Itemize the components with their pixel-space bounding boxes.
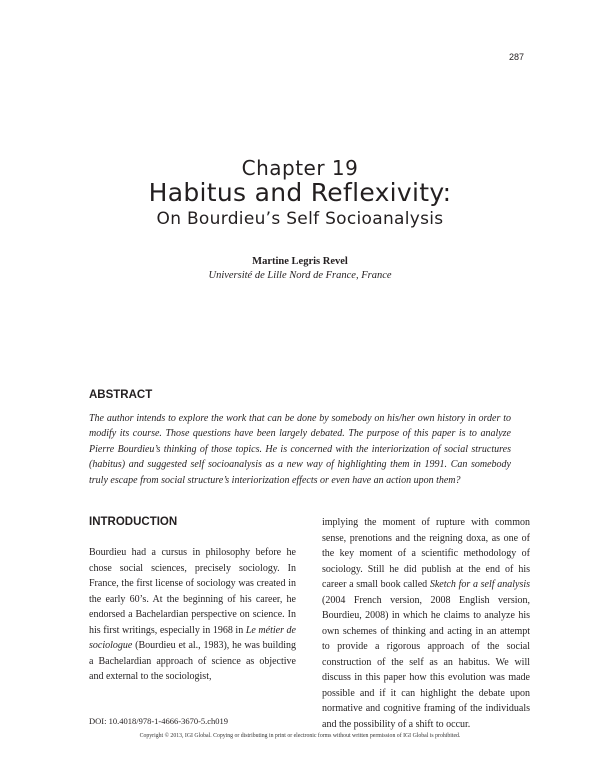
intro-right-text-2: (2004 French version, 2008 English version, Bourdieu, 2008) in which he claims to analyze his own schemes of thinking and acting in an attempt to provide a rigorous approach of the social construction of the self as an habitus. We will discuss in this paper how this evolution was made possible and if it can highlight the debate upon normative and cognitive framing of the individuals and the possibility of a shift to occur. xyxy=(322,594,530,730)
introduction-left-column xyxy=(89,545,296,685)
page-number: 287 xyxy=(508,52,524,62)
abstract-text: The author intends to explore the work that can be done by somebody on his/her own history in order to modify its course. Those questions have been largely debated. The purpose of this paper is to analyze Pierre Bourdieu’s thinking of those topics. He is concerned with the interiorization of social structures (habitus) and suggested self socioanalysis as a new way of highlighting them in 1991. Can somebody truly escape from social structure’s interiorization effects or even have an action upon them? xyxy=(89,413,511,486)
intro-left-text-2: (Bourdieu et al., 1983), he was building a Bachelardian approach of science as objective and external to the sociologist, xyxy=(89,640,296,682)
author-name: Martine Legris Revel xyxy=(252,256,348,267)
copyright-notice: Copyright © 2013, IGI Global. Copying or distributing in print or electronic forms without written permission of IGI Global is prohibited. xyxy=(139,733,461,739)
author-affiliation: Université de Lille Nord de France, France xyxy=(208,270,392,281)
introduction-right-column xyxy=(322,515,530,732)
doi: DOI: 10.4018/978-1-4666-3670-5.ch019 xyxy=(89,716,229,726)
introduction-heading: INTRODUCTION xyxy=(89,516,178,528)
abstract-heading: ABSTRACT xyxy=(89,389,153,401)
chapter-title: Habitus and Reflexivity: xyxy=(148,178,452,207)
book-title-sketch: Sketch for a self analysis xyxy=(429,579,530,590)
chapter-subtitle: On Bourdieu’s Self Socioanalysis xyxy=(156,209,444,229)
intro-right-text-1: implying the moment of rupture with common sense, prenotions and the reigning doxa, as one of the key moment of a scientific methodology of sociology. Still he did publish at the end of his career a small book called xyxy=(322,517,530,590)
chapter-label: Chapter 19 xyxy=(241,156,359,180)
intro-left-text-1: Bourdieu had a cursus in philosophy before he chose social sciences, precisely sociology. In France, the first license of sociology was created in the early 60’s. At the beginning of his career, he endorsed a Bachelardian perspective on science. In his first writings, especially in 1968 in xyxy=(89,547,296,636)
book-title-le-metier: Le métier de sociologue xyxy=(89,624,296,651)
